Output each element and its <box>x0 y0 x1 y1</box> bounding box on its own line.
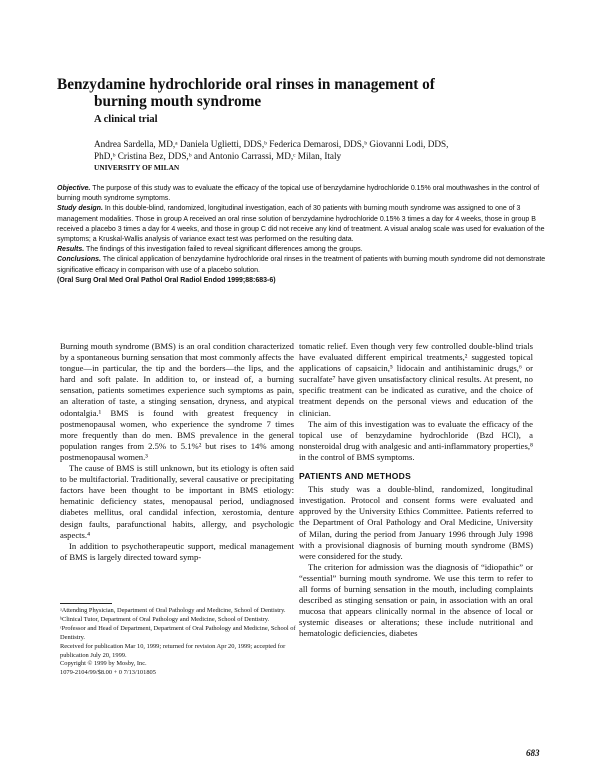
abstract-objective-heading: Objective. <box>57 185 91 192</box>
abstract-conclusions-text: The clinical application of benzydamine hydrochloride oral rinses in the treatment of patients with burning mouth syndrome did not demonstrate significative efficacy in comparison with use of a placebo solution. <box>57 256 546 274</box>
affiliation: UNIVERSITY OF MILAN <box>94 163 180 172</box>
body-paragraph: This study was a double-blind, randomized, longitudinal investigation. Protocol and consent forms were evaluated and approved by the University Ethics Committee. Patients referred to the Department of Oral Pathology and Oral Medicine, University of Milan, during the period from January 1996 through July 1998 with a provisional diagnosis of burning mouth syndrome (BMS) were considered for the study. <box>299 484 533 561</box>
body-column-right <box>299 341 533 639</box>
body-column-left <box>60 341 294 563</box>
abstract <box>57 184 557 286</box>
body-paragraph: In addition to psychotherapeutic support, medical management of BMS is largely directed toward symp- <box>60 540 294 562</box>
footnotes <box>60 607 298 678</box>
section-heading-methods: PATIENTS AND METHODS <box>299 471 412 482</box>
abstract-objective-text: The purpose of this study was to evaluate the efficacy of the topical use of benzydamine hydrochloride 0.15% oral mouthwashes in the control of burning mouth syndrome symptoms. <box>57 185 540 203</box>
abstract-results-heading: Results. <box>57 246 85 254</box>
authors-line-1: Andrea Sardella, MD,ᵃ Daniela Uglietti, DDS,ᵇ Federica Demarosi, DDS,ᵇ Giovanni Lodi, DDS, <box>94 139 449 149</box>
title-line-1: Benzydamine hydrochloride oral rinses in management of <box>57 76 435 93</box>
footnote-a: ᵃAttending Physician, Department of Oral Pathology and Medicine, School of Dentistry. <box>60 607 286 614</box>
abstract-results-text: The findings of this investigation failed to reveal significant differences among the groups. <box>84 246 363 254</box>
title-line-2: burning mouth syndrome <box>94 93 262 110</box>
footnote-divider <box>60 603 112 604</box>
body-paragraph: The aim of this investigation was to evaluate the efficacy of the topical use of benzydamine hydrochloride (Bzd HCl), a nonsteroidal drug with analgesic and anti-inflammatory properties,⁸ in the control of BMS symptoms. <box>299 418 533 462</box>
authors-line-2: PhD,ᵇ Cristina Bez, DDS,ᵇ and Antonio Carrassi, MD,ᶜ Milan, Italy <box>94 151 342 161</box>
body-paragraph: Burning mouth syndrome (BMS) is an oral condition characterized by a spontaneous burning sensation that most commonly affects the tongue—in particular, the tip and the borders—the lips, and the hard and soft palate. In addition to, or instead of, a burning sensation, patients sometimes experience such symptoms as pain, an alteration of taste, a stinging sensation, dryness, and atypical odontalgia.¹ BMS is found with greatest frequency in postmenopausal women, who experience the syndrome 7 times more frequently than do men. BMS prevalence in the general population ranges from 2.5% to 5.1%² but rises to 14% among postmenopausal women.³ <box>60 341 294 462</box>
footnote-b: ᵇClinical Tutor, Department of Oral Pathology and Medicine, School of Dentistry. <box>60 615 270 623</box>
author-list <box>94 138 524 162</box>
body-paragraph: The criterion for admission was the diagnosis of “idiopathic” or “essential” burning mouth syndrome. We use this term to refer to all forms of burning sensation in the mouth, including complaints described as stinging sensation or pain, in association with an oral mucosa that appears clinically normal in the absence of local or systemic diseases or alterations; these include nutritional and hematologic deficiencies, diabetes <box>299 561 533 639</box>
page-number: 683 <box>526 748 540 758</box>
received-dates: Received for publication Mar 10, 1999; returned for revision Apr 20, 1999; accepted for publication July 20, 1999. <box>60 642 286 659</box>
abstract-conclusions-heading: Conclusions. <box>57 256 101 264</box>
article-title <box>57 76 497 110</box>
body-paragraph: tomatic relief. Even though very few controlled double-blind trials have evaluated different empirical treatments,² suggested topical applications of capsaicin,⁵ lidocain and antihistaminic drugs,⁶ or sucralfate⁷ have given unsatisfactory clinical results. At present, no specific treatment can be indicated as curative, and the choice of treatment depends on the personal views and education of the clinician. <box>299 341 533 418</box>
footnote-c: ᶜProfessor and Head of Department, Department of Oral Pathology and Medicine, School of Dentistry. <box>60 624 296 641</box>
body-paragraph: The cause of BMS is still unknown, but its etiology is often said to be multifactorial. Traditionally, several causative or precipitating factors have been thought to be important in BMS etiology: hematinic deficiency states, menopausal period, undiagnosed diabetes mellitus, oral candidal infection, xerostomia, denture design faults, parafunctional habits, allergy, and psychologic aspects.⁴ <box>60 463 294 540</box>
abstract-design-heading: Study design. <box>57 205 103 213</box>
article-code: 1079-2104/99/$8.00 + 0 7/13/101805 <box>60 669 156 677</box>
journal-citation: (Oral Surg Oral Med Oral Pathol Oral Radiol Endod 1999;88:683-6) <box>57 276 276 284</box>
article-subtitle: A clinical trial <box>94 114 158 125</box>
abstract-design-text: In this double-blind, randomized, longitudinal investigation, each of 30 patients with burning mouth syndrome was assigned to one of 3 management modalities. Those in group A received an oral rinse solution of benzydamine hydrochloride 0.15% 3 times a day for 4 weeks, those in group B received a placebo 3 times a day for 4 weeks, and those in group C did not receive any kind of treatment. A visual analog scale was used for evaluation of the symptoms; a Kruskal-Wallis analysis of variance exact test was performed on the resulting data. <box>57 205 545 244</box>
copyright: Copyright © 1999 by Mosby, Inc. <box>60 660 147 668</box>
